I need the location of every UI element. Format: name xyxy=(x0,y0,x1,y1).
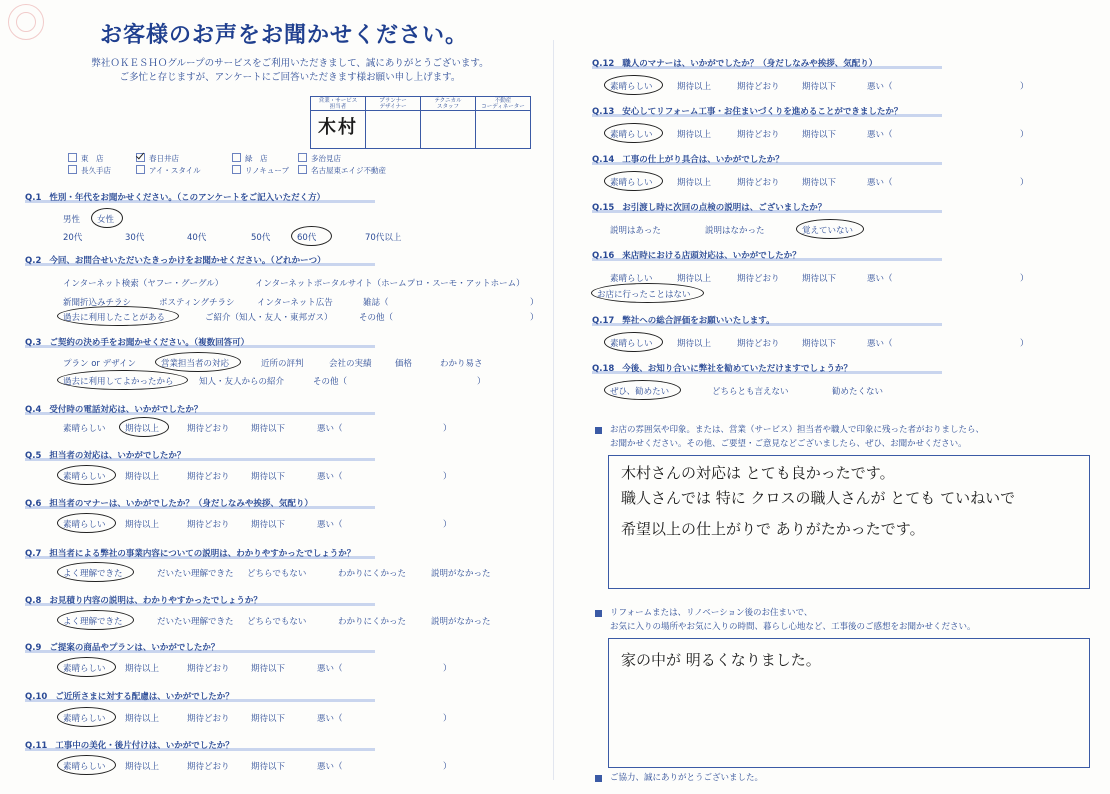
circled-answer-mark xyxy=(57,370,188,390)
checkbox-icon[interactable] xyxy=(298,165,307,174)
question-text: Q.10 ご近所さまに対する配慮は、いかがでしたか？ xyxy=(25,692,234,702)
store-option[interactable] xyxy=(232,153,268,164)
answer-option[interactable]: どちらでもない xyxy=(247,569,307,579)
column-divider xyxy=(553,40,554,780)
answer-option[interactable]: 期待どおり xyxy=(187,520,230,530)
answer-option[interactable]: 悪い（ xyxy=(317,664,343,674)
answer-option[interactable]: 期待以上 xyxy=(125,762,160,772)
answer-option[interactable]: ） xyxy=(443,664,452,674)
answer-option[interactable]: 覚えていない xyxy=(802,226,854,236)
store-option[interactable] xyxy=(68,165,111,176)
comment-2-box[interactable] xyxy=(608,638,1090,768)
store-label: リノキューブ xyxy=(245,166,290,175)
answer-option[interactable]: 価格 xyxy=(395,359,413,369)
comment-1-line: 木村さんの対応は とても良かったです。 xyxy=(621,464,895,482)
answer-option[interactable]: 悪い（ xyxy=(867,130,893,140)
answer-option[interactable]: お店に行ったことはない xyxy=(597,290,691,300)
staff-sales-value[interactable]: 木村 xyxy=(311,111,366,149)
store-label: アイ・スタイル xyxy=(149,166,201,175)
circled-answer-mark xyxy=(291,226,332,246)
answer-option[interactable]: ） xyxy=(1020,274,1029,284)
answer-option[interactable]: 期待どおり xyxy=(187,762,230,772)
checkbox-icon[interactable] xyxy=(232,165,241,174)
answer-option[interactable]: 期待以下 xyxy=(802,178,837,188)
answer-option[interactable]: 期待以上 xyxy=(677,339,712,349)
circled-answer-mark xyxy=(604,380,681,400)
answer-option[interactable]: 期待以下 xyxy=(802,130,837,140)
question-text: Q.14 工事の仕上がり具合は、いかがでしたか？ xyxy=(592,155,784,165)
answer-option[interactable]: ） xyxy=(443,472,452,482)
answer-option[interactable]: 悪い（ xyxy=(317,520,343,530)
answer-option[interactable]: 期待以上 xyxy=(125,664,160,674)
intro-line: 弊社ＯＫＥＳＨＯグループのサービスをご利用いただきまして、誠にありがとうございます。 xyxy=(91,58,489,69)
staff-header: プランナー デザイナー xyxy=(366,97,421,111)
circled-answer-mark xyxy=(604,123,663,143)
store-label: 長久手店 xyxy=(81,166,111,175)
circled-answer-mark xyxy=(57,465,116,485)
answer-option[interactable]: 70代以上 xyxy=(365,233,402,243)
answer-option[interactable]: ポスティングチラシ xyxy=(159,298,235,308)
answer-option[interactable]: 素晴らしい xyxy=(610,274,653,284)
store-option[interactable] xyxy=(232,165,289,176)
question-text: Q.6 担当者のマナーは、いかがでしたか？（身だしなみや挨拶、気配り） xyxy=(25,499,313,509)
staff-planner-value[interactable] xyxy=(366,111,421,149)
answer-option[interactable]: わかり易さ xyxy=(440,359,483,369)
answer-option[interactable]: インターネット広告 xyxy=(257,298,333,308)
answer-option[interactable]: だいたい理解できた xyxy=(157,617,234,627)
answer-option[interactable]: 30代 xyxy=(125,233,145,243)
answer-option[interactable]: 40代 xyxy=(187,233,207,243)
answer-option[interactable]: 説明がなかった xyxy=(431,569,491,579)
section-marker-icon xyxy=(595,610,602,617)
answer-option[interactable]: インターネットポータルサイト（ホームプロ・スーモ・アットホーム） xyxy=(255,279,525,289)
answer-option[interactable]: 期待以上 xyxy=(677,82,712,92)
answer-option[interactable]: 悪い（ xyxy=(867,178,893,188)
answer-option[interactable]: 営業担当者の対応 xyxy=(161,359,230,369)
question-text: Q.5 担当者の対応は、いかがでしたか？ xyxy=(25,451,186,461)
answer-option[interactable]: 新聞折込みチラシ xyxy=(63,298,132,308)
question-text: Q.2 今回、お問合せいただいたきっかけをお聞かせください。（どれかーつ） xyxy=(25,256,326,266)
answer-option[interactable]: その他（ xyxy=(359,313,394,323)
answer-option[interactable]: 期待どおり xyxy=(737,339,780,349)
circled-answer-mark xyxy=(57,306,179,326)
answer-option[interactable]: 素晴らしい xyxy=(610,130,653,140)
answer-option[interactable]: 悪い（ xyxy=(317,762,343,772)
staff-header: 営業・サービス 担当者 xyxy=(311,97,366,111)
circled-answer-mark xyxy=(57,513,116,533)
answer-option[interactable]: 期待以下 xyxy=(802,339,837,349)
answer-option[interactable]: ） xyxy=(443,424,452,434)
answer-option[interactable]: よく理解できた xyxy=(63,617,123,627)
answer-option[interactable]: 近所の評判 xyxy=(261,359,304,369)
answer-option[interactable]: 期待以上 xyxy=(125,472,160,482)
circled-answer-mark xyxy=(91,208,123,228)
staff-realestate-value[interactable] xyxy=(476,111,531,149)
answer-option[interactable]: 期待どおり xyxy=(187,472,230,482)
answer-option[interactable]: 期待以下 xyxy=(251,664,286,674)
answer-option[interactable]: 悪い（ xyxy=(317,714,343,724)
checkbox-icon[interactable] xyxy=(298,153,307,162)
store-option[interactable] xyxy=(136,165,201,176)
answer-option[interactable]: プラン or デザイン xyxy=(63,359,137,369)
answer-option[interactable]: ） xyxy=(477,377,486,387)
question-text: Q.16 来店時における店頭対応は、いかがでしたか？ xyxy=(592,251,801,261)
answer-option[interactable]: よく理解できた xyxy=(63,569,123,579)
circled-answer-mark xyxy=(604,171,663,191)
answer-option[interactable]: 期待以下 xyxy=(251,472,286,482)
question-text: Q.8 お見積り内容の説明は、わかりやすかったでしょうか？ xyxy=(25,596,262,606)
answer-option[interactable]: 悪い（ xyxy=(317,472,343,482)
answer-option[interactable]: 期待以下 xyxy=(251,762,286,772)
question-text: Q.9 ご提案の商品やプランは、いかがでしたか？ xyxy=(25,643,220,653)
answer-option[interactable]: インターネット検索（ヤフー・グーグル） xyxy=(63,279,224,289)
intro-text xyxy=(40,57,540,85)
comment-1-line: 職人さんでは 特に クロスの職人さんが とても ていねいで xyxy=(621,489,1016,507)
answer-option[interactable]: 会社の実績 xyxy=(329,359,372,369)
answer-option[interactable]: 悪い（ xyxy=(867,82,893,92)
circled-answer-mark xyxy=(604,332,663,352)
circled-answer-mark xyxy=(57,755,116,775)
answer-option[interactable]: 悪い（ xyxy=(867,339,893,349)
question-text: Q.4 受付時の電話対応は、いかがでしたか？ xyxy=(25,405,203,415)
closing-text: ご協力、誠にありがとうございました。 xyxy=(610,773,764,783)
answer-option[interactable]: 期待以上 xyxy=(677,130,712,140)
survey-title: お客様のお声をお聞かせください。 xyxy=(100,23,469,48)
staff-header: テクニカル スタッフ xyxy=(421,97,476,111)
answer-option[interactable]: 説明がなかった xyxy=(431,617,491,627)
answer-option[interactable]: 期待どおり xyxy=(187,424,230,434)
answer-option[interactable]: 20代 xyxy=(63,233,83,243)
answer-option[interactable]: 期待以上 xyxy=(677,274,712,284)
store-option[interactable] xyxy=(68,153,104,164)
comment-1-prompt: お店の雰囲気や印象。または、営業（サービス）担当者や職人で印象に残った者がおりましたら、 お聞かせください。その他、ご要望・ご意見などございましたら、ぜひ、お聞かせください。 xyxy=(610,425,985,449)
store-option[interactable] xyxy=(298,165,386,176)
store-label: 緑 店 xyxy=(245,154,268,163)
answer-option[interactable]: 期待どおり xyxy=(737,130,780,140)
answer-option[interactable]: 50代 xyxy=(251,233,271,243)
answer-option[interactable]: 勧めたくない xyxy=(832,387,884,397)
answer-option[interactable]: 素晴らしい xyxy=(610,82,653,92)
answer-option[interactable]: だいたい理解できた xyxy=(157,569,234,579)
answer-option[interactable]: わかりにくかった xyxy=(338,617,407,627)
answer-option[interactable]: 60代 xyxy=(297,233,317,243)
question-text: Q.1 性別・年代をお聞かせください。（このアンケートをご記入いただく方） xyxy=(25,193,326,203)
answer-option[interactable]: 男性 xyxy=(63,215,81,225)
store-label: 多治見店 xyxy=(311,154,341,163)
circled-answer-mark xyxy=(57,610,134,630)
checkbox-checked-icon[interactable] xyxy=(136,153,145,162)
question-text: Q.13 安心してリフォーム工事・お住まいづくりを進めることができましたか？ xyxy=(592,107,903,117)
question-text: Q.18 今後、お知り合いに弊社を勧めていただけますでしょうか？ xyxy=(592,364,853,374)
checkbox-icon[interactable] xyxy=(68,153,77,162)
answer-option[interactable]: 期待どおり xyxy=(737,178,780,188)
question-text: Q.11 工事中の美化・後片付けは、いかがでしたか？ xyxy=(25,741,234,751)
store-option[interactable] xyxy=(298,153,341,164)
store-option[interactable] xyxy=(136,153,179,164)
question-text: Q.17 弊社への総合評価をお願いいたします。 xyxy=(592,316,775,326)
answer-option[interactable]: ） xyxy=(530,298,539,308)
circled-answer-mark xyxy=(604,75,663,95)
answer-option[interactable]: ） xyxy=(1020,178,1029,188)
circled-answer-mark xyxy=(57,657,116,677)
answer-option[interactable]: 期待どおり xyxy=(737,82,780,92)
company-seal xyxy=(8,4,44,40)
answer-option[interactable]: 雑誌（ xyxy=(363,298,389,308)
answer-option[interactable]: ） xyxy=(443,520,452,530)
question-text: Q.3 ご契約の決め手をお聞かせください。（複数回答可） xyxy=(25,338,250,348)
answer-option[interactable]: ） xyxy=(1020,82,1029,92)
answer-option[interactable]: 期待以上 xyxy=(677,178,712,188)
answer-option[interactable]: 女性 xyxy=(97,215,115,225)
checkbox-icon[interactable] xyxy=(68,165,77,174)
checkbox-icon[interactable] xyxy=(232,153,241,162)
store-label: 東 店 xyxy=(81,154,104,163)
answer-option[interactable]: 悪い（ xyxy=(867,274,893,284)
answer-option[interactable]: どちらでもない xyxy=(247,617,307,627)
answer-option[interactable]: 知人・友人からの紹介 xyxy=(199,377,285,387)
comment-1-box[interactable] xyxy=(608,455,1090,589)
circled-answer-mark xyxy=(119,417,169,437)
answer-option[interactable]: 期待以下 xyxy=(251,520,286,530)
comment-2-prompt: リフォームまたは、リノベーション後のお住まいで、 お気に入りの場所やお気に入りの時間、暮らし心地など、工事後のご感想をお聞かせください。 xyxy=(610,608,976,632)
answer-option[interactable]: 素晴らしい xyxy=(63,472,106,482)
question-text: Q.7 担当者による弊社の事業内容についての説明は、わかりやすかったでしょうか？ xyxy=(25,549,356,559)
section-marker-icon xyxy=(595,775,602,782)
intro-line: ご多忙と存じますが、アンケートにご回答いただきます様お願い申し上げます。 xyxy=(119,72,461,83)
answer-option[interactable]: その他（ xyxy=(313,377,348,387)
answer-option[interactable]: 説明はなかった xyxy=(705,226,765,236)
answer-option[interactable]: ） xyxy=(1020,130,1029,140)
answer-option[interactable]: 期待以下 xyxy=(251,424,286,434)
staff-table xyxy=(310,96,531,149)
answer-option[interactable]: 素晴らしい xyxy=(63,424,106,434)
answer-option[interactable]: 期待以下 xyxy=(802,82,837,92)
staff-technical-value[interactable] xyxy=(421,111,476,149)
circled-answer-mark xyxy=(57,562,134,582)
answer-option[interactable]: 悪い（ xyxy=(317,424,343,434)
answer-option[interactable]: 期待以上 xyxy=(125,424,160,434)
answer-option[interactable]: 期待どおり xyxy=(187,714,230,724)
answer-option[interactable]: 素晴らしい xyxy=(63,520,106,530)
circled-answer-mark xyxy=(796,219,864,239)
question-text: Q.12 職人のマナーは、いかがでしたか？（身だしなみや挨拶、気配り） xyxy=(592,59,878,69)
answer-option[interactable]: ） xyxy=(1020,339,1029,349)
answer-option[interactable]: ） xyxy=(530,313,539,323)
answer-option[interactable]: 素晴らしい xyxy=(63,762,106,772)
circled-answer-mark xyxy=(57,707,116,727)
answer-option[interactable]: 期待以下 xyxy=(251,714,286,724)
store-label: 春日井店 xyxy=(149,154,179,163)
answer-option[interactable]: 説明はあった xyxy=(610,226,661,236)
circled-answer-mark xyxy=(591,283,704,303)
staff-header: 不動産 コーディネーター xyxy=(476,97,531,111)
answer-option[interactable]: 期待以上 xyxy=(125,714,160,724)
answer-option[interactable]: 素晴らしい xyxy=(610,178,653,188)
answer-option[interactable]: 期待以下 xyxy=(802,274,837,284)
answer-option[interactable]: ） xyxy=(443,762,452,772)
answer-option[interactable]: 過去に利用してよかったから xyxy=(63,377,174,387)
answer-option[interactable]: 過去に利用したことがある xyxy=(63,313,166,323)
answer-option[interactable]: どちらとも言えない xyxy=(712,387,789,397)
store-label: 名古屋東エイジ不動産 xyxy=(311,166,386,175)
answer-option[interactable]: 期待どおり xyxy=(187,664,230,674)
answer-option[interactable]: 素晴らしい xyxy=(610,339,653,349)
answer-option[interactable]: 期待どおり xyxy=(737,274,780,284)
answer-option[interactable]: ぜひ、勧めたい xyxy=(610,387,670,397)
question-text: Q.15 お引渡し時に次回の点検の説明は、ございましたか？ xyxy=(592,203,827,213)
circled-answer-mark xyxy=(155,352,241,372)
answer-option[interactable]: 素晴らしい xyxy=(63,664,106,674)
answer-option[interactable]: わかりにくかった xyxy=(338,569,407,579)
answer-option[interactable]: ご紹介（知人・友人・東邦ガス） xyxy=(205,313,333,323)
answer-option[interactable]: 期待以上 xyxy=(125,520,160,530)
answer-option[interactable]: ） xyxy=(443,714,452,724)
section-marker-icon xyxy=(595,427,602,434)
answer-option[interactable]: 素晴らしい xyxy=(63,714,106,724)
checkbox-icon[interactable] xyxy=(136,165,145,174)
comment-2-line: 家の中が 明るくなりました。 xyxy=(621,651,821,669)
comment-1-line: 希望以上の仕上がりで ありがたかったです。 xyxy=(621,520,925,538)
